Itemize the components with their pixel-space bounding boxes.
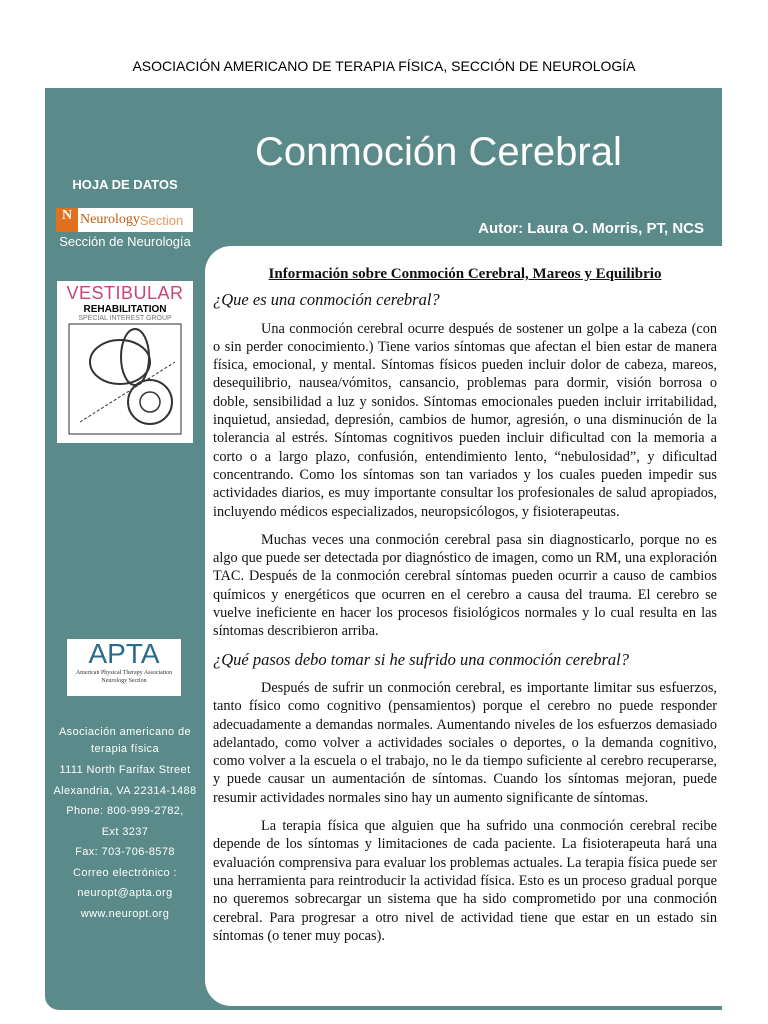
inner-ear-illustration bbox=[65, 322, 185, 437]
article-heading: Información sobre Conmoción Cerebral, Mareos y Equilibrio bbox=[268, 266, 662, 282]
contact-city: Alexandria, VA 22314-1488 bbox=[53, 784, 197, 797]
question-1: ¿Que es una conmoción cerebral? bbox=[213, 290, 440, 310]
apta-name: APTA bbox=[88, 638, 160, 669]
organization-header: ASOCIACIÓN AMERICANO DE TERAPIA FÍSICA, SECCIÓN DE NEUROLOGÍA bbox=[132, 58, 636, 74]
contact-street: 1111 North Farifax Street bbox=[59, 764, 191, 776]
vestibular-logo bbox=[57, 281, 193, 443]
logo-text-b: Section bbox=[139, 212, 184, 228]
fact-sheet-label: HOJA DE DATOS bbox=[72, 177, 178, 192]
contact-org: Asociación americano de terapia física bbox=[58, 726, 192, 755]
author: Autor: Laura O. Morris, PT, NCS bbox=[478, 220, 704, 237]
logo-text-a: Neurology bbox=[80, 212, 140, 227]
paragraph-3: Después de sufrir un conmoción cerebral, es importante limitar sus esfuerzos, tanto físico como cognitivo (pensamientos) porque el cerebro no puede responder adecuadamente a demandas normales. Aumentando niveles de los esfuerzos demasiado adelantado, como volver a actividades sociales o deportes, o la demanda cognitivo, como volver a la escuela o el trabajo, no le da tiempo suficiente al cerebro recuperarse, y puede causar un aumentación de síntomas. Cuando los síntomas mejoran, puede resumir actividades normales sino hay un aumento significante de síntomas. bbox=[213, 679, 717, 806]
vest-line1: VESTIBULAR bbox=[66, 283, 184, 303]
vest-line2: REHABILITATION bbox=[83, 304, 167, 315]
contact-email-label: Correo electrónico : bbox=[73, 866, 177, 879]
article-body bbox=[213, 265, 717, 955]
contact-info bbox=[45, 722, 205, 924]
question-2: ¿Qué pasos debo tomar si he sufrido una conmoción cerebral? bbox=[213, 649, 629, 669]
apta-logo bbox=[67, 639, 181, 696]
neurology-section-logo: N Neurology Section bbox=[56, 208, 193, 232]
vest-line3: SPECIAL INTEREST GROUP bbox=[78, 315, 172, 322]
section-name: Sección de Neurología bbox=[59, 234, 191, 249]
contact-website[interactable]: www.neuropt.org bbox=[80, 907, 170, 920]
apta-line2: Neurology Section bbox=[101, 678, 147, 684]
contact-fax: Fax: 703-706-8578 bbox=[75, 846, 175, 858]
page-title: Conmoción Cerebral bbox=[255, 130, 622, 174]
paragraph-4: La terapia física que alguien que ha sufrido una conmoción cerebral recibe depende de los síntomas y limitaciones de cada paciente. La fisioterapeuta hará una evaluación comprensiva para evaluar los problemas actuales. La terapia física puede ser una herramienta para reintroducir la actividad física. Esto es un proceso gradual porque no queremos sobrecargar un sistema que ha sido comprometido por una conmoción cerebral. Para progresar a otro nivel de actividad tiene que estar en un estado sin síntomas (o tener muy pocas). bbox=[213, 818, 717, 944]
apta-line1: American Physical Therapy Association bbox=[75, 670, 173, 676]
contact-email[interactable]: neuropt@apta.org bbox=[77, 887, 173, 899]
paragraph-1: Una conmoción cerebral ocurre después de sostener un golpe a la cabeza (con o sin perder conocimiento.) Tiene varios síntomas que afectan el bien estar de manera física, emocional, y mental. Síntomas físicos pueden incluir dolor de cabeza, mareos, desequilibrio, nausea/vómitos, cansancio, problemas para dormir, visión borrosa o doble, sensibilidad a luz y sonidos. Síntomas emocionales pueden incluir irritabilidad, inquietud, ansiedad, depresión, cambios de humor, agresión, o una disminución de la tolerancia al estrés. Síntomas cognitivos pueden incluir dificultad con la memoria a corto o a largo plazo, confusión, entendimiento lento, “nebulosidad”, y dificultad concentrando. Como los síntomas son tan variados y los cuales pueden impedir sus actividades diarios, es muy importante consultar los profesionales de salud apropiados, incluyendo médicos especializados, neuropsicólogos, y fisioterapeutas. bbox=[213, 320, 717, 520]
contact-phone: Phone: 800-999-2782, bbox=[66, 805, 184, 817]
contact-ext: Ext 3237 bbox=[101, 825, 149, 838]
paragraph-2: Muchas veces una conmoción cerebral pasa sin diagnosticarlo, porque no es algo que puede ser detectada por diagnóstico de imagen, como un RM, una exploración TAC. Después de la conmoción cerebral síntomas pueden ocurrir a causo de cambios químicos y energéticos que ocurren en el cerebro a causa del trauma. El cerebro se vuelve ineficiente en hacer los procesos fisiológicos normales y lo cual resulta en las síntomas describieron arriba. bbox=[213, 531, 717, 640]
